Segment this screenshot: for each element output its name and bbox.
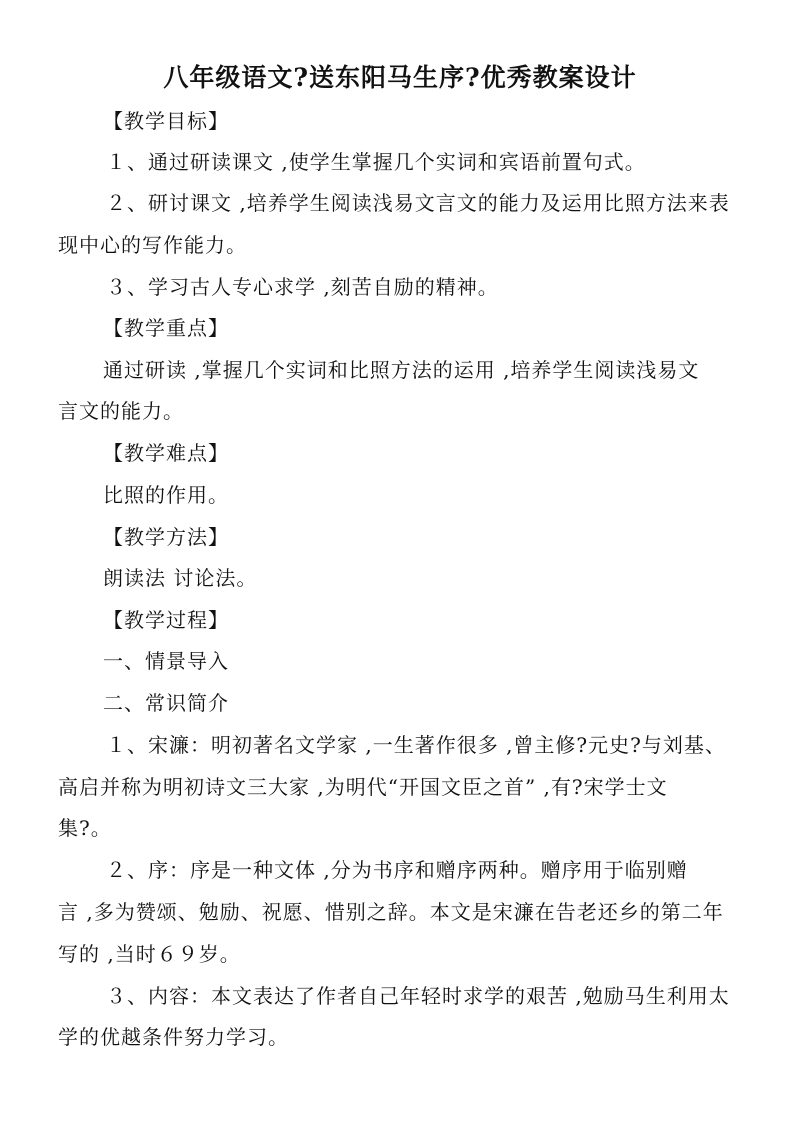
difficult-points-text: 比照的作用。 <box>103 483 229 507</box>
heading-teaching-objectives: 【教学目标】 <box>103 109 229 133</box>
knowledge-1-line-2: 高启并称为明初诗文三大家 ,为明代“开国文臣之首” ,有?宋学士文 <box>58 775 668 799</box>
heading-teaching-process: 【教学过程】 <box>103 608 229 632</box>
knowledge-2-line-2: 言 ,多为赞颂、勉励、祝愿、惜别之辞。本文是宋濂在告老还乡的第二年 <box>58 900 724 924</box>
objective-1: １、通过研读课文 ,使学生掌握几个实词和宾语前置句式。 <box>106 150 646 174</box>
knowledge-3-line-2: 学的优越条件努力学习。 <box>58 1025 289 1049</box>
heading-difficult-points: 【教学难点】 <box>103 441 229 465</box>
objective-2-line-1: ２、研讨课文 ,培养学生阅读浅易文言文的能力及运用比照方法来表 <box>106 191 730 215</box>
knowledge-3-line-1: ３、内容：本文表达了作者自己年轻时求学的艰苦 ,勉励马生利用太 <box>106 984 730 1008</box>
document-title: 八年级语文?送东阳马生序?优秀教案设计 <box>163 63 637 92</box>
key-points-line-2: 言文的能力。 <box>58 399 184 423</box>
process-step-2: 二、常识简介 <box>103 691 229 715</box>
knowledge-1-line-3: 集?。 <box>58 816 112 840</box>
knowledge-1-line-1: １、宋濂：明初著名文学家 ,一生著作很多 ,曾主修?元史?与刘基、 <box>106 733 726 757</box>
heading-key-points: 【教学重点】 <box>103 316 229 340</box>
heading-teaching-methods: 【教学方法】 <box>103 525 229 549</box>
objective-3: ３、学习古人专心求学 ,刻苦自励的精神。 <box>106 275 499 299</box>
process-step-1: 一、情景导入 <box>103 649 229 673</box>
knowledge-2-line-1: ２、序：序是一种文体 ,分为书序和赠序两种。赠序用于临别赠 <box>106 858 688 882</box>
key-points-line-1: 通过研读 ,掌握几个实词和比照方法的运用 ,培养学生阅读浅易文 <box>103 358 700 382</box>
objective-2-line-2: 现中心的写作能力。 <box>58 233 247 257</box>
teaching-methods-text: 朗读法 讨论法。 <box>103 566 258 590</box>
knowledge-2-line-3: 写的 ,当时６９岁。 <box>58 942 241 966</box>
